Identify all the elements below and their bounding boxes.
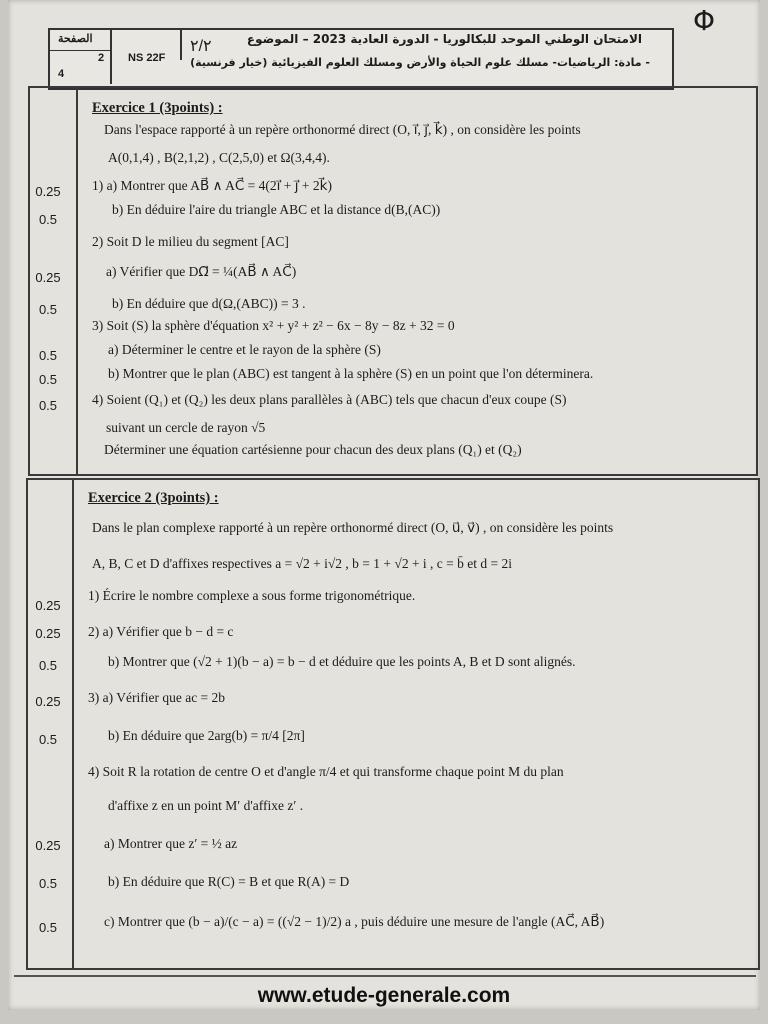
ex2-line: 4) Soit R la rotation de centre O et d'angle π/4 et qui transforme chaque point M du plan: [88, 764, 564, 779]
ex2-line: b) Montrer que (√2 + 1)(b − a) = b − d et déduire que les points A, B et D sont alignés.: [108, 654, 576, 669]
points-value: 0.5: [38, 212, 58, 227]
ex2-line: Dans le plan complexe rapporté à un repère orthonormé direct (O, u⃗, v⃗) , on considère les points: [92, 520, 614, 535]
points-value: 0.25: [35, 626, 61, 641]
points-value: 0.5: [38, 348, 58, 363]
ex2-line: b) En déduire que R(C) = B et que R(A) = D: [108, 874, 350, 889]
points-value: 0.5: [38, 658, 58, 673]
points-value: 0.25: [35, 694, 61, 709]
exercise-1-block: [28, 86, 758, 476]
points-value: 0.25: [35, 838, 61, 853]
points-column-divider: [76, 88, 78, 474]
points-value: 0.5: [38, 302, 58, 317]
header-divider: [110, 30, 112, 84]
ex1-line: a) Déterminer le centre et le rayon de la sphère (S): [108, 342, 381, 357]
ex1-line: 3) Soit (S) la sphère d'équation x² + y² + z² − 6x − 8y − 8z + 32 = 0: [92, 318, 455, 333]
ex1-line: 2) Soit D le milieu du segment [AC]: [92, 234, 289, 249]
ex1-line: a) Vérifier que DΩ⃗ = ¼(AB⃗ ∧ AC⃗): [106, 264, 297, 279]
exam-page: [8, 0, 760, 1010]
page-total: 4: [58, 68, 65, 80]
ex2-line: a) Montrer que z′ = ½ az: [104, 836, 238, 851]
ex1-line: Déterminer une équation cartésienne pour chacun des deux plans (Q₁) et (Q₂): [104, 442, 522, 457]
ex2-line: 3) a) Vérifier que ac = 2b: [88, 690, 226, 705]
page-label: الصفحة: [58, 33, 93, 45]
ex2-line: b) En déduire que 2arg(b) = π/4 [2π]: [108, 728, 305, 743]
points-value: 0.5: [38, 398, 58, 413]
header-divider: [50, 50, 110, 51]
ex1-line: b) En déduire que d(Ω,(ABC)) = 3 .: [112, 296, 306, 311]
exercise-1-title: Exercice 1 (3points) :: [92, 100, 223, 116]
points-value: 0.25: [35, 184, 61, 199]
ex1-line: Dans l'espace rapporté à un repère orthonormé direct (O, i⃗, j⃗, k⃗) , on considère les points: [104, 122, 581, 137]
footer-url[interactable]: www.etude-generale.com: [257, 984, 511, 1007]
points-value: 0.5: [38, 732, 58, 747]
ex2-line: A, B, C et D d'affixes respectives a = √2 + i√2 , b = 1 + √2 + i , c = b̄ et d = 2i: [92, 556, 513, 571]
ex1-line: 4) Soient (Q₁) et (Q₂) les deux plans parallèles à (ABC) tels que chacun d'eux coupe (S): [92, 392, 567, 407]
header-divider: [180, 30, 182, 60]
exam-code: NS 22F: [128, 52, 166, 64]
ex1-line: 1) a) Montrer que AB⃗ ∧ AC⃗ = 4(2i⃗ + j⃗ + 2k⃗): [92, 178, 332, 193]
footer-divider: [14, 975, 756, 977]
exam-subtitle: - مادة: الرياضيات- مسلك علوم الحياة والأرض ومسلك العلوم الفيزيائية (خيار فرنسية): [190, 56, 650, 69]
points-value: 0.5: [38, 876, 58, 891]
ex1-line: suivant un cercle de rayon √5: [106, 420, 266, 435]
handwritten-mark: ٢/٢: [190, 38, 212, 55]
ex2-line: 1) Écrire le nombre complexe a sous forme trigonométrique.: [88, 588, 416, 603]
ex1-line: b) Montrer que le plan (ABC) est tangent à la sphère (S) en un point que l'on déterminera.: [108, 366, 594, 381]
exam-title: الامتحان الوطني الموحد للبكالوريا - الدورة العادية 2023 – الموضوع: [246, 32, 642, 46]
exam-header: [48, 28, 674, 90]
points-value: 0.25: [35, 270, 61, 285]
exercise-2-block: [26, 478, 760, 970]
points-column-divider: [72, 480, 74, 968]
ex2-line: d'affixe z en un point M′ d'affixe z′ .: [108, 798, 304, 813]
page-number: 2: [98, 52, 105, 64]
ex2-line: c) Montrer que (b − a)/(c − a) = ((√2 − 1)/2) a , puis déduire une mesure de l'angle (AC⃗, AB⃗): [104, 914, 605, 929]
ex2-line: 2) a) Vérifier que b − d = c: [88, 624, 234, 639]
points-value: 0.5: [38, 372, 58, 387]
points-value: 0.25: [35, 598, 61, 613]
logo-icon: Φ: [692, 4, 716, 37]
ex1-line: A(0,1,4) , B(2,1,2) , C(2,5,0) et Ω(3,4,4).: [108, 150, 330, 165]
exercise-2-title: Exercice 2 (3points) :: [88, 490, 219, 506]
ex1-line: b) En déduire l'aire du triangle ABC et la distance d(B,(AC)): [112, 202, 441, 217]
points-value: 0.5: [38, 920, 58, 935]
